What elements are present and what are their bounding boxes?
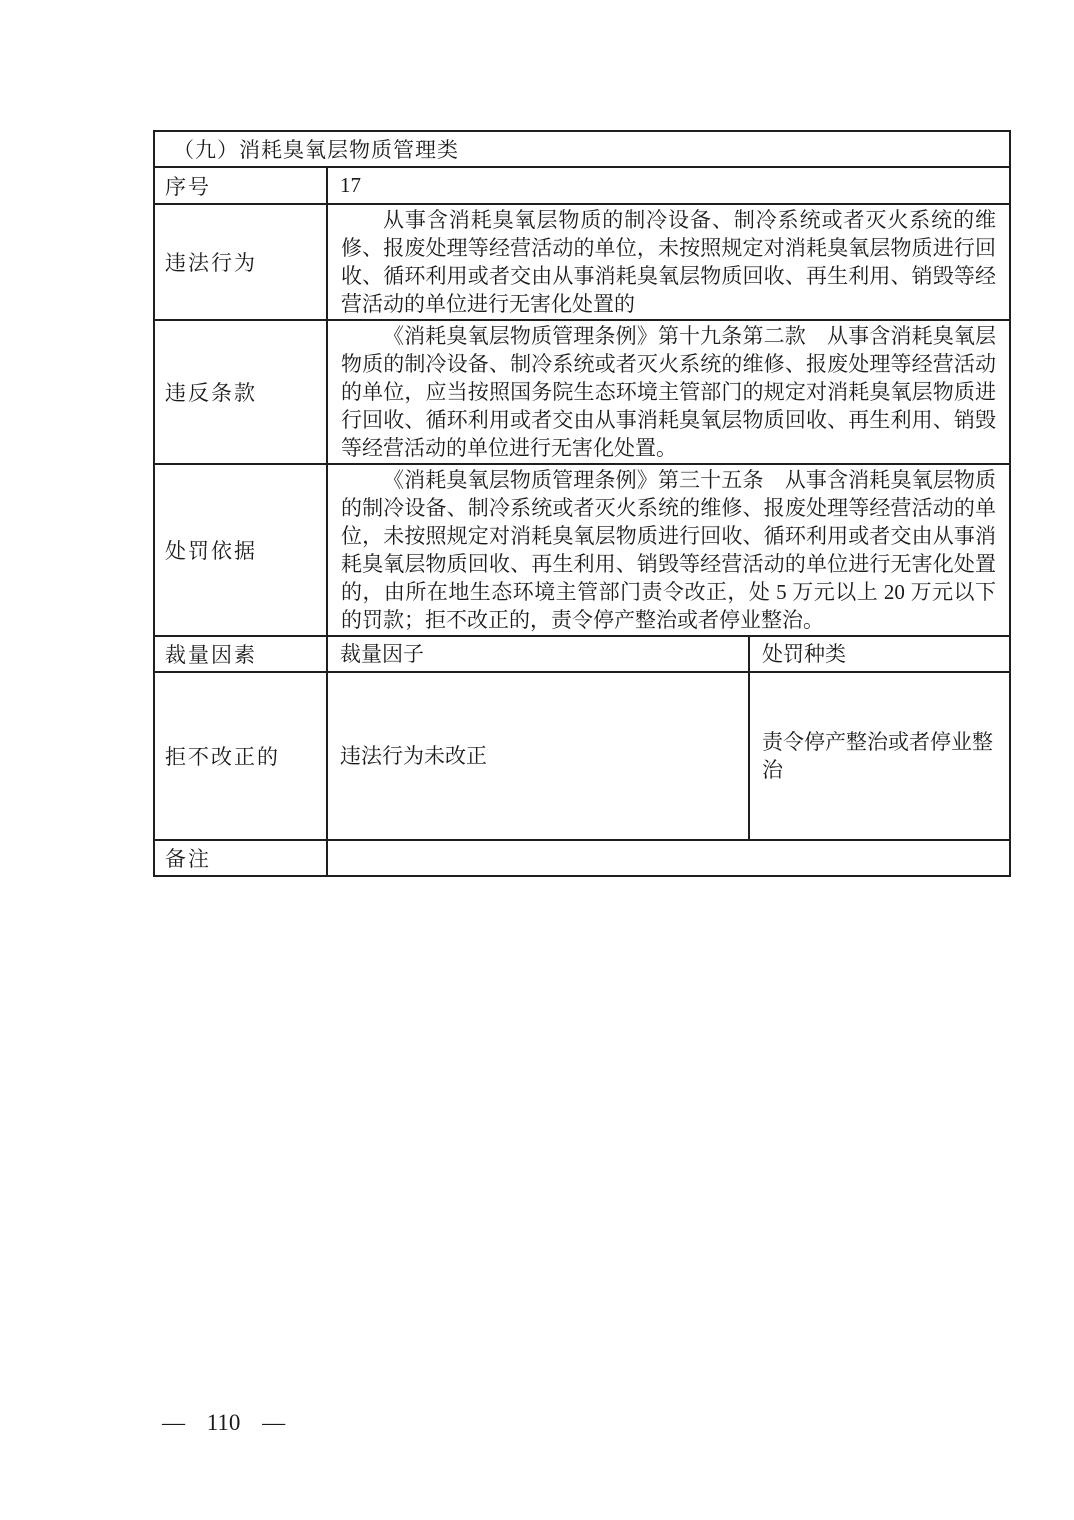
table-row bbox=[154, 320, 1010, 464]
violated-clause-cell bbox=[327, 320, 1010, 464]
penalty-type-header: 处罚种类 bbox=[749, 636, 1010, 672]
discretion-subfactor-header: 裁量因子 bbox=[327, 636, 749, 672]
penalty-basis-text: 《消耗臭氧层物质管理条例》第三十五条 从事含消耗臭氧层物质的制冷设备、制冷系统或者灭火系统的维修、报废处理等经营活动的单位，未按照规定对消耗臭氧层物质进行回收、循环利用或者交由从事消耗臭氧层物质回收、再生利用、销毁等经营活动的单位进行无害化处置的，由所在地生态环境主管部门责令改正，处 5 万元以上 20 万元以下的罚款；拒不改正的，责令停产整治或者停业整治。 bbox=[341, 468, 997, 632]
section-title: （九）消耗臭氧层物质管理类 bbox=[154, 131, 1010, 167]
penalty-discretion-table bbox=[153, 130, 1011, 877]
discretion-subfactor-value: 违法行为未改正 bbox=[327, 672, 749, 840]
discretion-factor-header: 裁量因素 bbox=[154, 636, 327, 672]
serial-label: 序号 bbox=[154, 167, 327, 204]
penalty-type-value: 责令停产整治或者停业整治 bbox=[749, 672, 1010, 840]
table-row bbox=[154, 464, 1010, 636]
illegal-act-text: 从事含消耗臭氧层物质的制冷设备、制冷系统或者灭火系统的维修、报废处理等经营活动的单位，未按照规定对消耗臭氧层物质进行回收、循环利用或者交由从事消耗臭氧层物质回收、再生利用、销毁等经营活动的单位进行无害化处置的 bbox=[341, 208, 997, 316]
remark-label: 备注 bbox=[154, 840, 327, 876]
page-number: — 110 — bbox=[162, 1410, 286, 1435]
table-row bbox=[154, 840, 1010, 876]
remark-value bbox=[327, 840, 1010, 876]
penalty-basis-cell bbox=[327, 464, 1010, 636]
violated-clause-text: 《消耗臭氧层物质管理条例》第十九条第二款 从事含消耗臭氧层物质的制冷设备、制冷系统或者灭火系统的维修、报废处理等经营活动的单位，应当按照国务院生态环境主管部门的规定对消耗臭氧层物质进行回收、循环利用或者交由从事消耗臭氧层物质回收、再生利用、销毁等经营活动的单位进行无害化处置。 bbox=[341, 324, 997, 460]
discretion-factor-value: 拒不改正的 bbox=[154, 672, 327, 840]
illegal-act-label: 违法行为 bbox=[154, 204, 327, 320]
penalty-basis-label: 处罚依据 bbox=[154, 464, 327, 636]
serial-value: 17 bbox=[327, 167, 1010, 204]
table-row bbox=[154, 672, 1010, 840]
violated-clause-label: 违反条款 bbox=[154, 320, 327, 464]
illegal-act-cell bbox=[327, 204, 1010, 320]
table-row bbox=[154, 131, 1010, 167]
table-row bbox=[154, 636, 1010, 672]
table-row bbox=[154, 204, 1010, 320]
table-row bbox=[154, 167, 1010, 204]
